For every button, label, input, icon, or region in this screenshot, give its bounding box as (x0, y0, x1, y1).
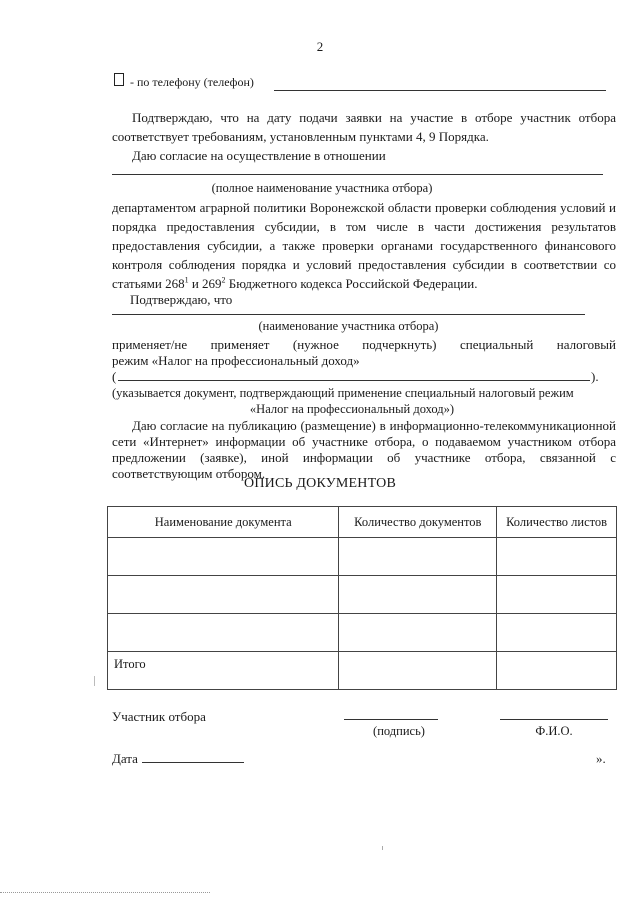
header-sheet-count: Количество листов (497, 507, 617, 538)
doc-close-paren: ). (591, 369, 599, 384)
participant-name-caption-2: (наименование участника отбора) (258, 319, 439, 333)
table-cell[interactable] (108, 576, 339, 614)
table-cell[interactable] (108, 538, 339, 576)
end-mark: ». (596, 751, 606, 766)
phone-label: - по телефону (телефон) (130, 75, 254, 89)
table-cell[interactable] (497, 576, 617, 614)
publication-consent: Даю согласие на публикацию (размещение) в информационно-телекоммуникационной сети «Интернет» информации об участнике отбора, о подаваемом участником отбора предложении (заявке), иной информации об участнике отбора, связанной с соответствующим отбором. (112, 418, 616, 481)
bottom-margin-line (0, 892, 210, 893)
doc-open-paren: ( (112, 369, 117, 384)
document-note-1: (указывается документ, подтверждающий применение специальный налоговый режим (112, 386, 574, 400)
full-name-line[interactable] (500, 719, 608, 720)
page-number: 2 (316, 39, 324, 54)
table-row (108, 576, 617, 614)
consent-body-and: и 269 (188, 276, 222, 291)
table-cell[interactable] (339, 652, 497, 690)
article-sup-2: 2 (221, 275, 226, 285)
full-name-caption: Ф.И.О. (535, 724, 573, 738)
table-cell[interactable] (497, 614, 617, 652)
table-cell[interactable] (497, 538, 617, 576)
margin-tick (94, 676, 97, 686)
table-cell[interactable] (339, 614, 497, 652)
inventory-title: ОПИСЬ ДОКУМЕНТОВ (244, 476, 396, 491)
participant-name-caption: (полное наименование участника отбора) (211, 181, 433, 195)
date-label: Дата (112, 751, 138, 766)
total-label-cell: Итого (108, 652, 339, 690)
date-line[interactable] (142, 762, 244, 763)
participant-name-line[interactable] (112, 174, 603, 175)
word-applies-2: применяет (210, 337, 270, 352)
document-note-2: «Налог на профессиональный доход») (249, 402, 455, 416)
consent-body-end: Бюджетного кодекса Российской Федерации. (225, 276, 478, 291)
consent-body-text: департаментом аграрной политики Воронежской области проверки соблюдения условий и порядка предоставления субсидии, в том числе в части достижения результатов предоставления субсидии, а также проверки органами государственного финансового контроля соблюдения порядка и условий предоставления субсидии в соответствии со статьями 268 (112, 200, 616, 291)
scan-dot (382, 846, 383, 850)
word-underline: подчеркнуть) (362, 337, 437, 352)
table-cell[interactable] (339, 538, 497, 576)
confirmation-paragraph: Подтверждаю, что на дату подачи заявки на участие в отборе участник отбора соответствует требованиям, установленным пунктами 4, 9 Порядка. (112, 110, 616, 144)
header-doc-name: Наименование документа (108, 507, 339, 538)
word-applies: применяет/не (112, 337, 188, 352)
signature-caption: (подпись) (373, 724, 425, 738)
participant-name-line-2[interactable] (112, 314, 585, 315)
table-cell[interactable] (108, 614, 339, 652)
phone-checkbox[interactable] (114, 73, 124, 86)
word-tax: налоговый (556, 337, 616, 352)
tax-regime-name: режим «Налог на профессиональный доход» (112, 353, 360, 368)
participant-label: Участник отбора (112, 709, 206, 724)
table-row (108, 538, 617, 576)
confirm2-intro: Подтверждаю, что (130, 292, 233, 307)
consent-intro: Даю согласие на осуществление в отношении (132, 148, 386, 163)
tax-regime-line (112, 336, 616, 353)
word-special: специальный (459, 337, 534, 352)
inventory-table (107, 506, 617, 690)
signature-line[interactable] (344, 719, 438, 720)
table-header-row (108, 507, 617, 538)
table-cell[interactable] (497, 652, 617, 690)
consent-body (112, 198, 616, 293)
table-total-row (108, 652, 617, 690)
table-row (108, 614, 617, 652)
table-cell[interactable] (339, 576, 497, 614)
document-input-line[interactable] (118, 380, 590, 381)
article-sup-1: 1 (184, 275, 189, 285)
word-needed: (нужное (292, 337, 339, 352)
header-doc-count: Количество документов (339, 507, 497, 538)
phone-input-line[interactable] (274, 90, 606, 91)
